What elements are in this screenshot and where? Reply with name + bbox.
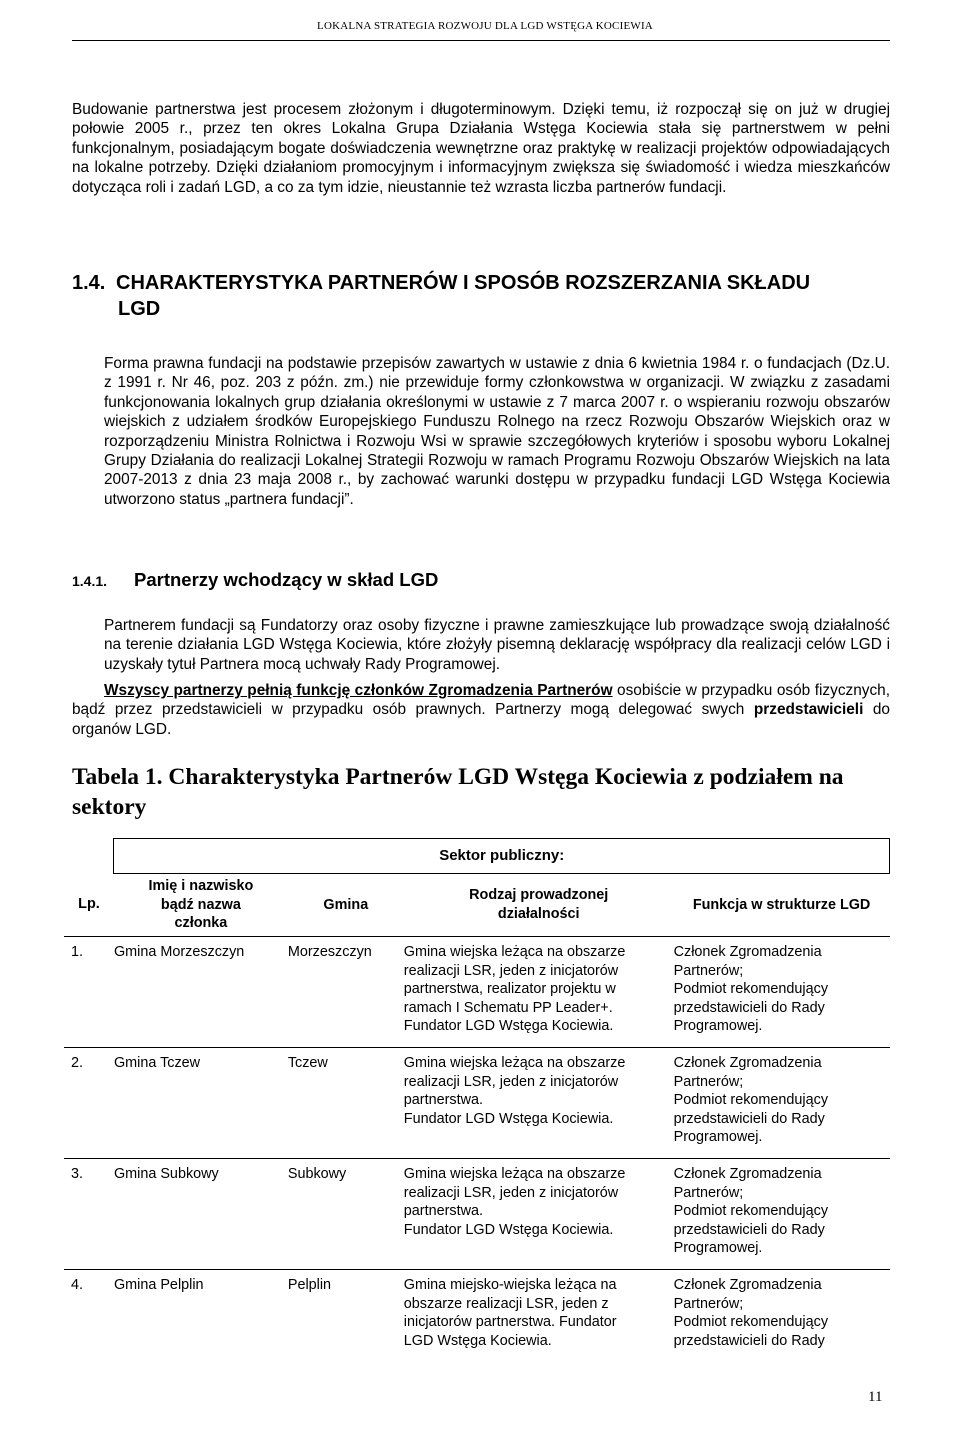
table-caption: Tabela 1. Charakterystyka Partnerów LGD Wstęga Kociewia z podziałem na sektory [72, 764, 844, 820]
cell-gmina: Tczew [288, 1048, 404, 1159]
cell-name: Gmina Tczew [114, 1048, 288, 1159]
cell-name: Gmina Subkowy [114, 1159, 288, 1270]
page-number: 11 [868, 1389, 883, 1405]
paragraph-text: osobiście w przypadku osób fizycznych, bądź przez przedstawicieli w przypadku osób prawnych. Partnerzy mogą delegować swych [72, 682, 890, 719]
subsection-number: 1.4.1. [72, 573, 108, 589]
cell-function: Członek Zgromadzenia Partnerów; Podmiot rekomendujący przedstawicieli do Rady Programowej. [674, 1048, 890, 1159]
cell-lp: 1. [64, 937, 114, 1048]
section-title-line2: LGD [118, 298, 161, 320]
representatives-term: przedstawicieli [753, 701, 864, 719]
table-row [64, 1048, 890, 1159]
cell-function: Członek Zgromadzenia Partnerów; Podmiot rekomendujący przedstawicieli do Rady Programowej. [674, 937, 890, 1048]
subsection-paragraph-1: Partnerem fundacji są Fundatorzy oraz osoby fizyczne i prawne zamieszkujące lub prowadzące swoją działalność na terenie działania LGD Wstęga Kociewia, które złożyły pisemną deklarację współpracy dla realizacji celów LGD i uzyskały tytuł Partnera mocą uchwały Rady Programowej. [104, 617, 890, 673]
running-header: LOKALNA STRATEGIA ROZWOJU DLA LGD WSTĘGA KOCIEWIA [317, 20, 653, 32]
table-header-row [64, 874, 890, 937]
section-number: 1.4. [72, 272, 106, 294]
cell-lp: 2. [64, 1048, 114, 1159]
header-divider [72, 40, 890, 41]
subsection-paragraph-2 [72, 681, 890, 739]
cell-activity: Gmina miejsko-wiejska leżąca na obszarze realizacji LSR, jeden z inicjatorów partnerstwa. Fundator LGD Wstęga Kociewia. [403, 1277, 617, 1349]
sector-label: Sektor publiczny: [114, 839, 890, 874]
cell-gmina: Pelplin [287, 1277, 332, 1293]
paragraph-text-end: do organów LGD. [72, 701, 890, 738]
cell-function: Członek Zgromadzenia Partnerów; Podmiot rekomendujący przedstawicieli do Rady [673, 1277, 829, 1349]
partners-table [64, 838, 890, 1380]
section-heading [72, 270, 890, 322]
subsection-heading [72, 568, 438, 593]
cell-gmina: Morzeszczyn [288, 937, 404, 1048]
cell-function: Członek Zgromadzenia Partnerów; Podmiot rekomendujący przedstawicieli do Rady Programowej. [674, 1159, 890, 1270]
cell-activity: Gmina wiejska leżąca na obszarze realizacji LSR, jeden z inicjatorów partnerstwa. Fundator LGD Wstęga Kociewia. [404, 1048, 674, 1159]
intro-paragraph: Budowanie partnerstwa jest procesem złożonym i długoterminowym. Dzięki temu, iż rozpoczął się on już w drugiej połowie 2005 r., przez ten okres Lokalna Grupa Działania Wstęga Kociewia stała się partnerstwem w pełni funkcjonalnym, posiadającym bogate doświadczenia wewnętrzne oraz praktykę w realizacji projektów odpowiadających na lokalne potrzeby. Dzięki działaniom promocyjnym i informacyjnym zwiększa się świadomość i wiedza mieszkańców dotycząca roli i zadań LGD, a co za tym idzie, nieustannie też wzrasta liczba partnerów fundacji. [72, 101, 890, 196]
table-row [64, 937, 890, 1048]
cell-name: Gmina Morzeszczyn [114, 937, 288, 1048]
cell-lp: 4. [71, 1277, 84, 1293]
cell-activity: Gmina wiejska leżąca na obszarze realizacji LSR, jeden z inicjatorów partnerstwa. Fundator LGD Wstęga Kociewia. [404, 1159, 674, 1270]
cell-activity: Gmina wiejska leżąca na obszarze realizacji LSR, jeden z inicjatorów partnerstwa, realizator projektu w ramach I Schematu PP Leader+. Fundator LGD Wstęga Kociewia. [404, 937, 674, 1048]
cell-name: Gmina Pelplin [113, 1277, 204, 1293]
cell-gmina: Subkowy [288, 1159, 404, 1270]
sector-row [64, 839, 890, 874]
section-title-line1: CHARAKTERYSTYKA PARTNERÓW I SPOSÓB ROZSZERZANIA SKŁADU [116, 272, 811, 294]
section-paragraph: Forma prawna fundacji na podstawie przepisów zawartych w ustawie z dnia 6 kwietnia 1984 r. o fundacjach (Dz.U. z 1991 r. Nr 46, poz. 203 z późn. zm.) nie przewiduje formy członkowstwa w organizacji. W związku z zasadami funkcjonowania lokalnych grup działania określonymi w ustawie z 7 marca 2007 r. o wspieraniu rozwoju obszarów wiejskich z udziałem środków Europejskiego Funduszu Rolnego na rzecz Rozwoju Obszarów Wiejskich oraz w rozporządzeniu Ministra Rolnictwa i Rozwoju Wsi w sprawie szczegółowych kryteriów i sposobu wyboru Lokalnej Grupy Działania do realizacji Lokalnej Strategii Rozwoju w ramach Programu Rozwoju Obszarów Wiejskich na lata 2007-2013 z dnia 23 maja 2008 r., by zachować warunki dostępu w przypadku fundacji LGD Wstęga Kociewia utworzono status „partnera fundacji”. [104, 355, 890, 508]
members-statement: Wszyscy partnerzy pełnią funkcję członków Zgromadzenia Partnerów [104, 682, 613, 699]
header-activity: Rodzaj prowadzonej działalności [404, 874, 674, 937]
header-lp: Lp. [64, 874, 114, 937]
header-gmina: Gmina [288, 874, 404, 937]
cell-lp: 3. [64, 1159, 114, 1270]
table-row [64, 1270, 890, 1381]
header-name: Imię i nazwisko bądź nazwa członka [114, 874, 288, 937]
subsection-title: Partnerzy wchodzący w skład LGD [134, 569, 439, 590]
header-function: Funkcja w strukturze LGD [674, 874, 890, 937]
table-row [64, 1159, 890, 1270]
